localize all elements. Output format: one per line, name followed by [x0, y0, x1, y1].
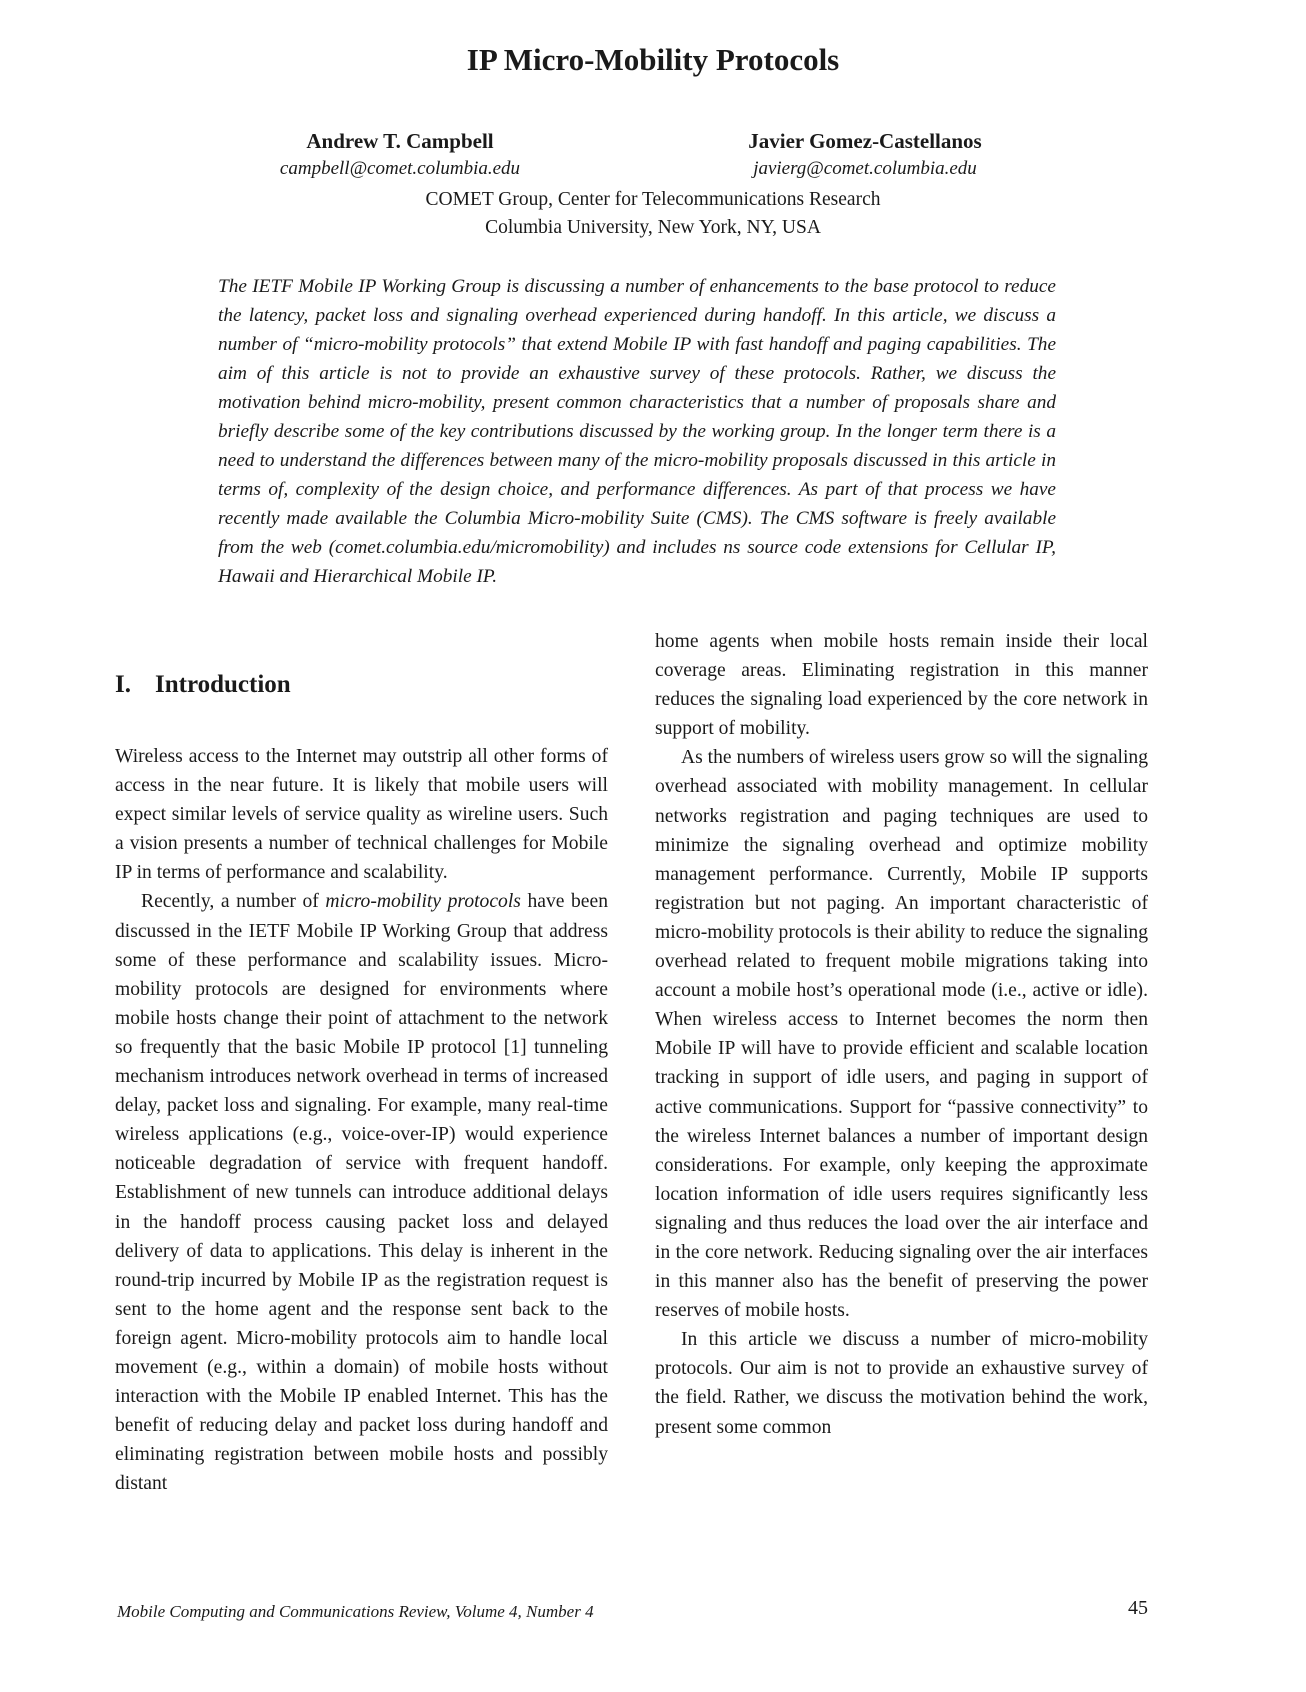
author-email: javierg@comet.columbia.edu	[753, 158, 977, 179]
paragraph: Wireless access to the Internet may outstrip all other forms of access in the near future. It is likely that mobile users will expect similar levels of service quality as wireline users. Such a vision presents a number of technical challenges for Mobile IP in terms of performance and scalability.	[115, 746, 608, 884]
left-column	[115, 670, 608, 1498]
section-number: I.	[115, 671, 131, 698]
section-title: Introduction	[155, 671, 291, 698]
author-email: campbell@comet.columbia.edu	[279, 158, 521, 179]
affiliation-line: COMET Group, Center for Telecommunications Research	[425, 189, 881, 210]
page-number: 45	[1128, 1597, 1148, 1619]
paragraph	[115, 887, 608, 1498]
right-column	[655, 627, 1148, 1442]
abstract: The IETF Mobile IP Working Group is discussing a number of enhancements to the base protocol to reduce the latency, packet loss and signaling overhead experienced during handoff. In this article, we discuss a number of “micro-mobility protocols” that extend Mobile IP with fast handoff and paging capabilities. The aim of this article is not to provide an exhaustive survey of these protocols. Rather, we discuss the motivation behind micro-mobility, present common characteristics that a number of proposals share and briefly describe some of the key contributions discussed by the working group. In the longer term there is a need to understand the differences between many of the micro-mobility proposals discussed in this article in terms of, complexity of the design choice, and performance differences. As part of that process we have recently made available the Columbia Micro-mobility Suite (CMS). The CMS software is freely available from the web (comet.columbia.edu/micromobility) and includes ns source code extensions for Cellular IP, Hawaii and Hierarchical Mobile IP.	[218, 276, 1056, 587]
paragraph: In this article we discuss a number of micro-mobility protocols. Our aim is not to provide an exhaustive survey of the field. Rather, we discuss the motivation behind the work, present some common	[655, 1329, 1148, 1438]
paragraph: As the numbers of wireless users grow so will the signaling overhead associated with mobility management. In cellular networks registration and paging techniques are used to minimize the signaling overhead and optimize mobility management performance. Currently, Mobile IP supports registration but not paging. An important characteristic of micro-mobility protocols is their ability to reduce the signaling overhead related to frequent mobile migrations taking into account a mobile host’s operational mode (i.e., active or idle). When wireless access to Internet becomes the norm then Mobile IP will have to provide efficient and scalable location tracking in support of idle users, and paging in support of active communications. Support for “passive connectivity” to the wireless Internet balances a number of important design considerations. For example, only keeping the approximate location information of idle users requires significantly less signaling and thus reduces the load over the air interface and in the core network. Reducing signaling over the air interfaces in this manner also has the benefit of preserving the power reserves of mobile hosts.	[655, 747, 1149, 1322]
affiliation-line: Columbia University, New York, NY, USA	[485, 217, 821, 238]
paragraph-lead: Recently, a number of	[141, 891, 326, 913]
author-name: Andrew T. Campbell	[306, 129, 494, 153]
author-block-2	[700, 127, 1030, 183]
paragraph-body: have been discussed in the IETF Mobile IP Working Group that address some of these performance and scalability issues. Micro-mobility protocols are designed for environments where mobile hosts change their point of attachment to the network so frequently that the basic Mobile IP protocol [1] tunneling mechanism introduces network overhead in terms of increased delay, packet loss and signaling. For example, many real-time wireless applications (e.g., voice-over-IP) would experience noticeable degradation of service with frequent handoff. Establishment of new tunnels can introduce additional delays in the handoff process causing packet loss and delayed delivery of data to applications. This delay is inherent in the round-trip incurred by Mobile IP as the registration request is sent to the home agent and the response sent back to the foreign agent. Micro-mobility protocols aim to handle local movement (e.g., within a domain) of mobile hosts without interaction with the Mobile IP enabled Internet. This has the benefit of reducing delay and packet loss during handoff and eliminating registration between mobile hosts and possibly distant	[115, 891, 608, 1495]
paragraph: home agents when mobile hosts remain inside their local coverage areas. Eliminating registration in this manner reduces the signaling load experienced by the core network in support of mobility.	[655, 631, 1148, 740]
affiliation	[0, 186, 1306, 242]
paper-title: IP Micro-Mobility Protocols	[466, 42, 840, 77]
section-heading	[115, 670, 608, 700]
emphasis-term: micro-mobility protocols	[325, 891, 521, 913]
journal-citation: Mobile Computing and Communications Review, Volume 4, Number 4	[117, 1602, 594, 1621]
author-block-1	[250, 127, 550, 183]
author-name: Javier Gomez-Castellanos	[748, 129, 982, 153]
